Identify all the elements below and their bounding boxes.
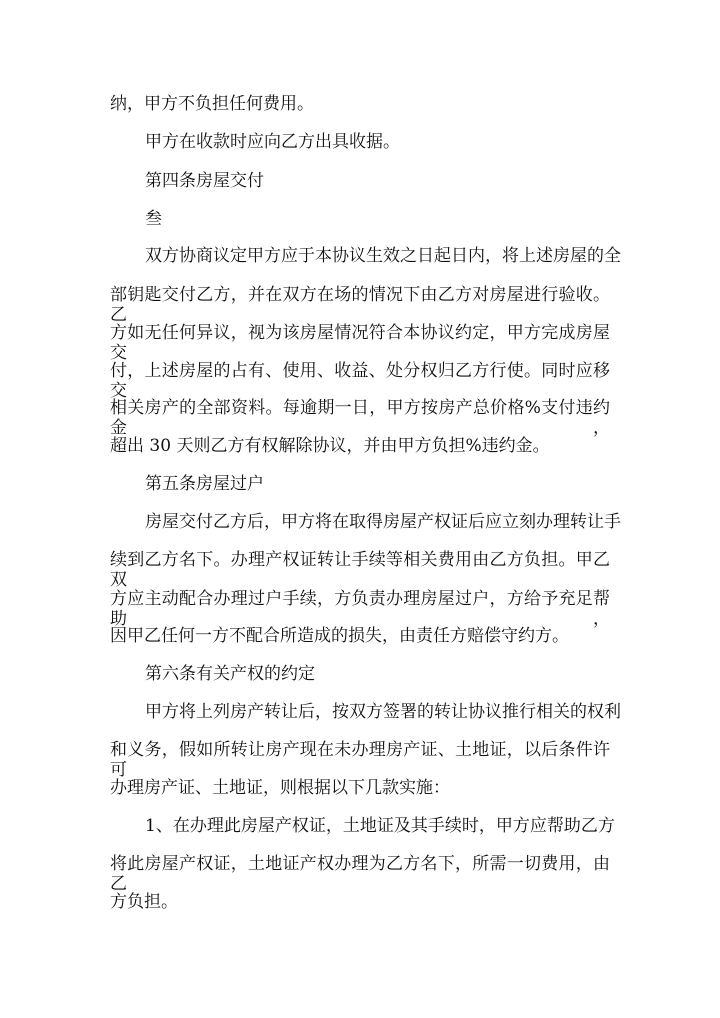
section-heading: 第四条房屋交付 <box>145 171 264 191</box>
paragraph-line: 1、在办理此房屋产权证，土地证及其手续时，甲方应帮助乙方 <box>145 816 615 836</box>
paragraph-line: 纳，甲方不负担任何费用。 <box>110 94 314 114</box>
paragraph-line: 将此房屋产权证，土地证产权办理为乙方名下，所需一切费用，由乙 <box>110 854 610 894</box>
paragraph-line: 方应主动配合办理过户手续，方负责办理房屋过户，方给予充足帮助， <box>110 589 610 629</box>
paragraph-line: 房屋交付乙方后，甲方将在取得房屋产权证后应立刻办理转让手 <box>145 512 621 532</box>
section-heading: 第五条房屋过户 <box>145 474 264 494</box>
section-heading: 第六条有关产权的约定 <box>145 664 315 684</box>
paragraph-line: 方如无任何异议，视为该房屋情况符合本协议约定，甲方完成房屋交 <box>110 323 610 363</box>
paragraph-line: 办理房产证、土地证，则根据以下几款实施： <box>110 778 450 798</box>
paragraph-line: 方负担。 <box>110 892 178 912</box>
paragraph-line: 叁 <box>145 209 162 229</box>
paragraph-line: 因甲乙任何一方不配合所造成的损失，由责任方赔偿守约方。 <box>110 626 569 646</box>
paragraph-line: 续到乙方名下。办理产权证转让手续等相关费用由乙方负担。甲乙双 <box>110 550 610 590</box>
paragraph-line: 付，上述房屋的占有、使用、收益、处分权归乙方行使。同时应移交 <box>110 361 610 401</box>
paragraph-line: 超出 30 天则乙方有权解除协议，并由甲方负担%违约金。 <box>110 436 550 456</box>
paragraph-line: 相关房产的全部资料。每逾期一日，甲方按房产总价格%支付违约金， <box>110 398 610 438</box>
paragraph-line: 双方协商议定甲方应于本协议生效之日起日内，将上述房屋的全 <box>145 246 621 266</box>
paragraph-line: 甲方将上列房产转让后，按双方签署的转让协议推行相关的权利 <box>145 702 621 722</box>
paragraph-line: 和义务，假如所转让房产现在未办理房产证、土地证，以后条件许可 <box>110 740 610 780</box>
paragraph-line: 甲方在收款时应向乙方出具收据。 <box>145 132 400 152</box>
paragraph-line: 部钥匙交付乙方，并在双方在场的情况下由乙方对房屋进行验收。乙 <box>110 285 610 325</box>
